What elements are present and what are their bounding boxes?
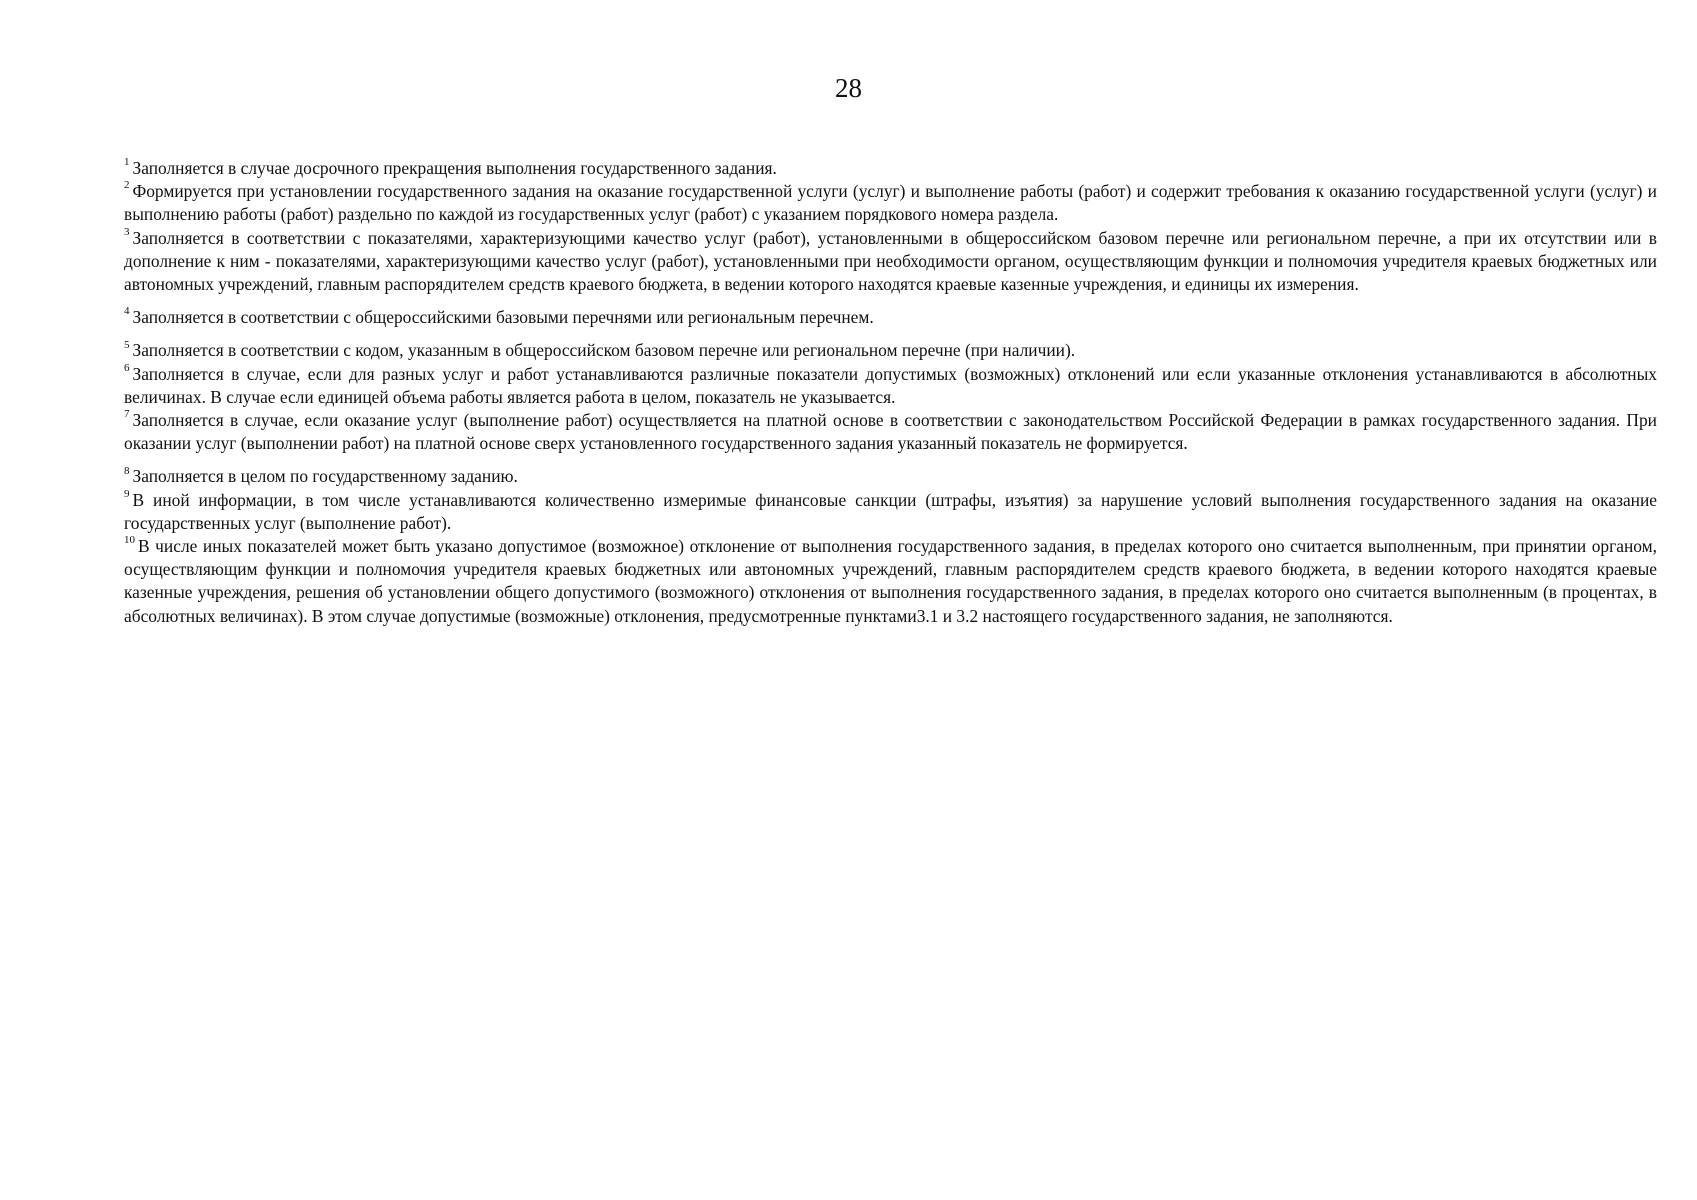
- footnote-text: Формируется при установлении государственного задания на оказание государственной услуги (услуг) и выполнение работы (работ) и содержит требования к оказанию государственной услуги (услуг) и выполнению работы (работ) раздельно по каждой из государственных услуг (работ) с указанием порядкового номера раздела.: [124, 181, 1657, 225]
- footnote-marker: 5: [124, 338, 130, 351]
- footnote-marker: 3: [124, 225, 130, 238]
- footnote-4: [124, 306, 1657, 329]
- footnote-6: [124, 363, 1657, 409]
- footnote-marker: 6: [124, 361, 130, 374]
- footnote-text: Заполняется в соответствии с показателями, характеризующими качество услуг (работ), установленными в общероссийском базовом перечне или региональном перечне, а при их отсутствии или в дополнение к ним - показателями, характеризующими качество услуг (работ), установленными при необходимости органом, осуществляющим функции и полномочия учредителя краевых бюджетных или автономных учреждений, главным распорядителем средств краевого бюджета, в ведении которого находятся краевые казенные учреждения, и единицы их измерения.: [124, 227, 1657, 295]
- footnote-text: В числе иных показателей может быть указано допустимое (возможное) отклонение от выполнения государственного задания, в пределах которого оно считается выполненным, при принятии органом, осуществляющим функции и полномочия учредителя краевых бюджетных или автономных учреждений, главным распорядителем средств краевого бюджета, в ведении которого находятся краевые казенные учреждения, решения об установлении общего допустимого (возможного) отклонения от выполнения государственного задания, в пределах которого оно считается выполненным (в процентах, в абсолютных величинах). В этом случае допустимые (возможные) отклонения, предусмотренные пунктами3.1 и 3.2 настоящего государственного задания, не заполняются.: [124, 536, 1657, 626]
- footnote-text: Заполняется в случае, если для разных услуг и работ устанавливаются различные показатели допустимых (возможных) отклонений или если указанные отклонения устанавливаются в абсолютных величинах. В случае если единицей объема работы является работа в целом, показатель не указывается.: [124, 363, 1657, 407]
- footnote-1: [124, 157, 1657, 180]
- footnote-marker: 2: [124, 179, 130, 192]
- footnote-marker: 7: [124, 408, 130, 421]
- footnote-text: Заполняется в соответствии с общероссийскими базовыми перечнями или региональным перечнем.: [132, 307, 874, 328]
- footnote-text: Заполняется в целом по государственному заданию.: [132, 466, 518, 487]
- footnote-text: Заполняется в соответствии с кодом, указанным в общероссийском базовом перечне или региональном перечне (при наличии).: [132, 340, 1076, 361]
- footnote-marker: 1: [124, 156, 130, 169]
- page-number: 28: [835, 73, 862, 103]
- footnote-marker: 8: [124, 464, 130, 477]
- footnote-text: Заполняется в случае, если оказание услуг (выполнение работ) осуществляется на платной основе в соответствии с законодательством Российской Федерации в рамках государственного задания. При оказании услуг (выполнении работ) на платной основе сверх установленного государственного задания указанный показатель не формируется.: [124, 410, 1657, 454]
- footnote-marker: 10: [124, 534, 135, 547]
- footnote-marker: 9: [124, 487, 130, 500]
- footnote-8: [124, 465, 1657, 488]
- footnote-5: [124, 339, 1657, 362]
- footnote-7: [124, 409, 1657, 455]
- footnote-10: [124, 535, 1657, 628]
- footnote-2: [124, 180, 1657, 226]
- footnote-text: Заполняется в случае досрочного прекращения выполнения государственного задания.: [132, 158, 777, 178]
- footnotes-list: [124, 157, 1657, 628]
- footnote-text: В иной информации, в том числе устанавливаются количественно измеримые финансовые санкции (штрафы, изъятия) за нарушение условий выполнения государственного задания на оказание государственных услуг (выполнение работ).: [124, 489, 1657, 533]
- footnote-9: [124, 489, 1657, 535]
- footnote-3: [124, 227, 1657, 297]
- footnote-marker: 4: [124, 305, 130, 318]
